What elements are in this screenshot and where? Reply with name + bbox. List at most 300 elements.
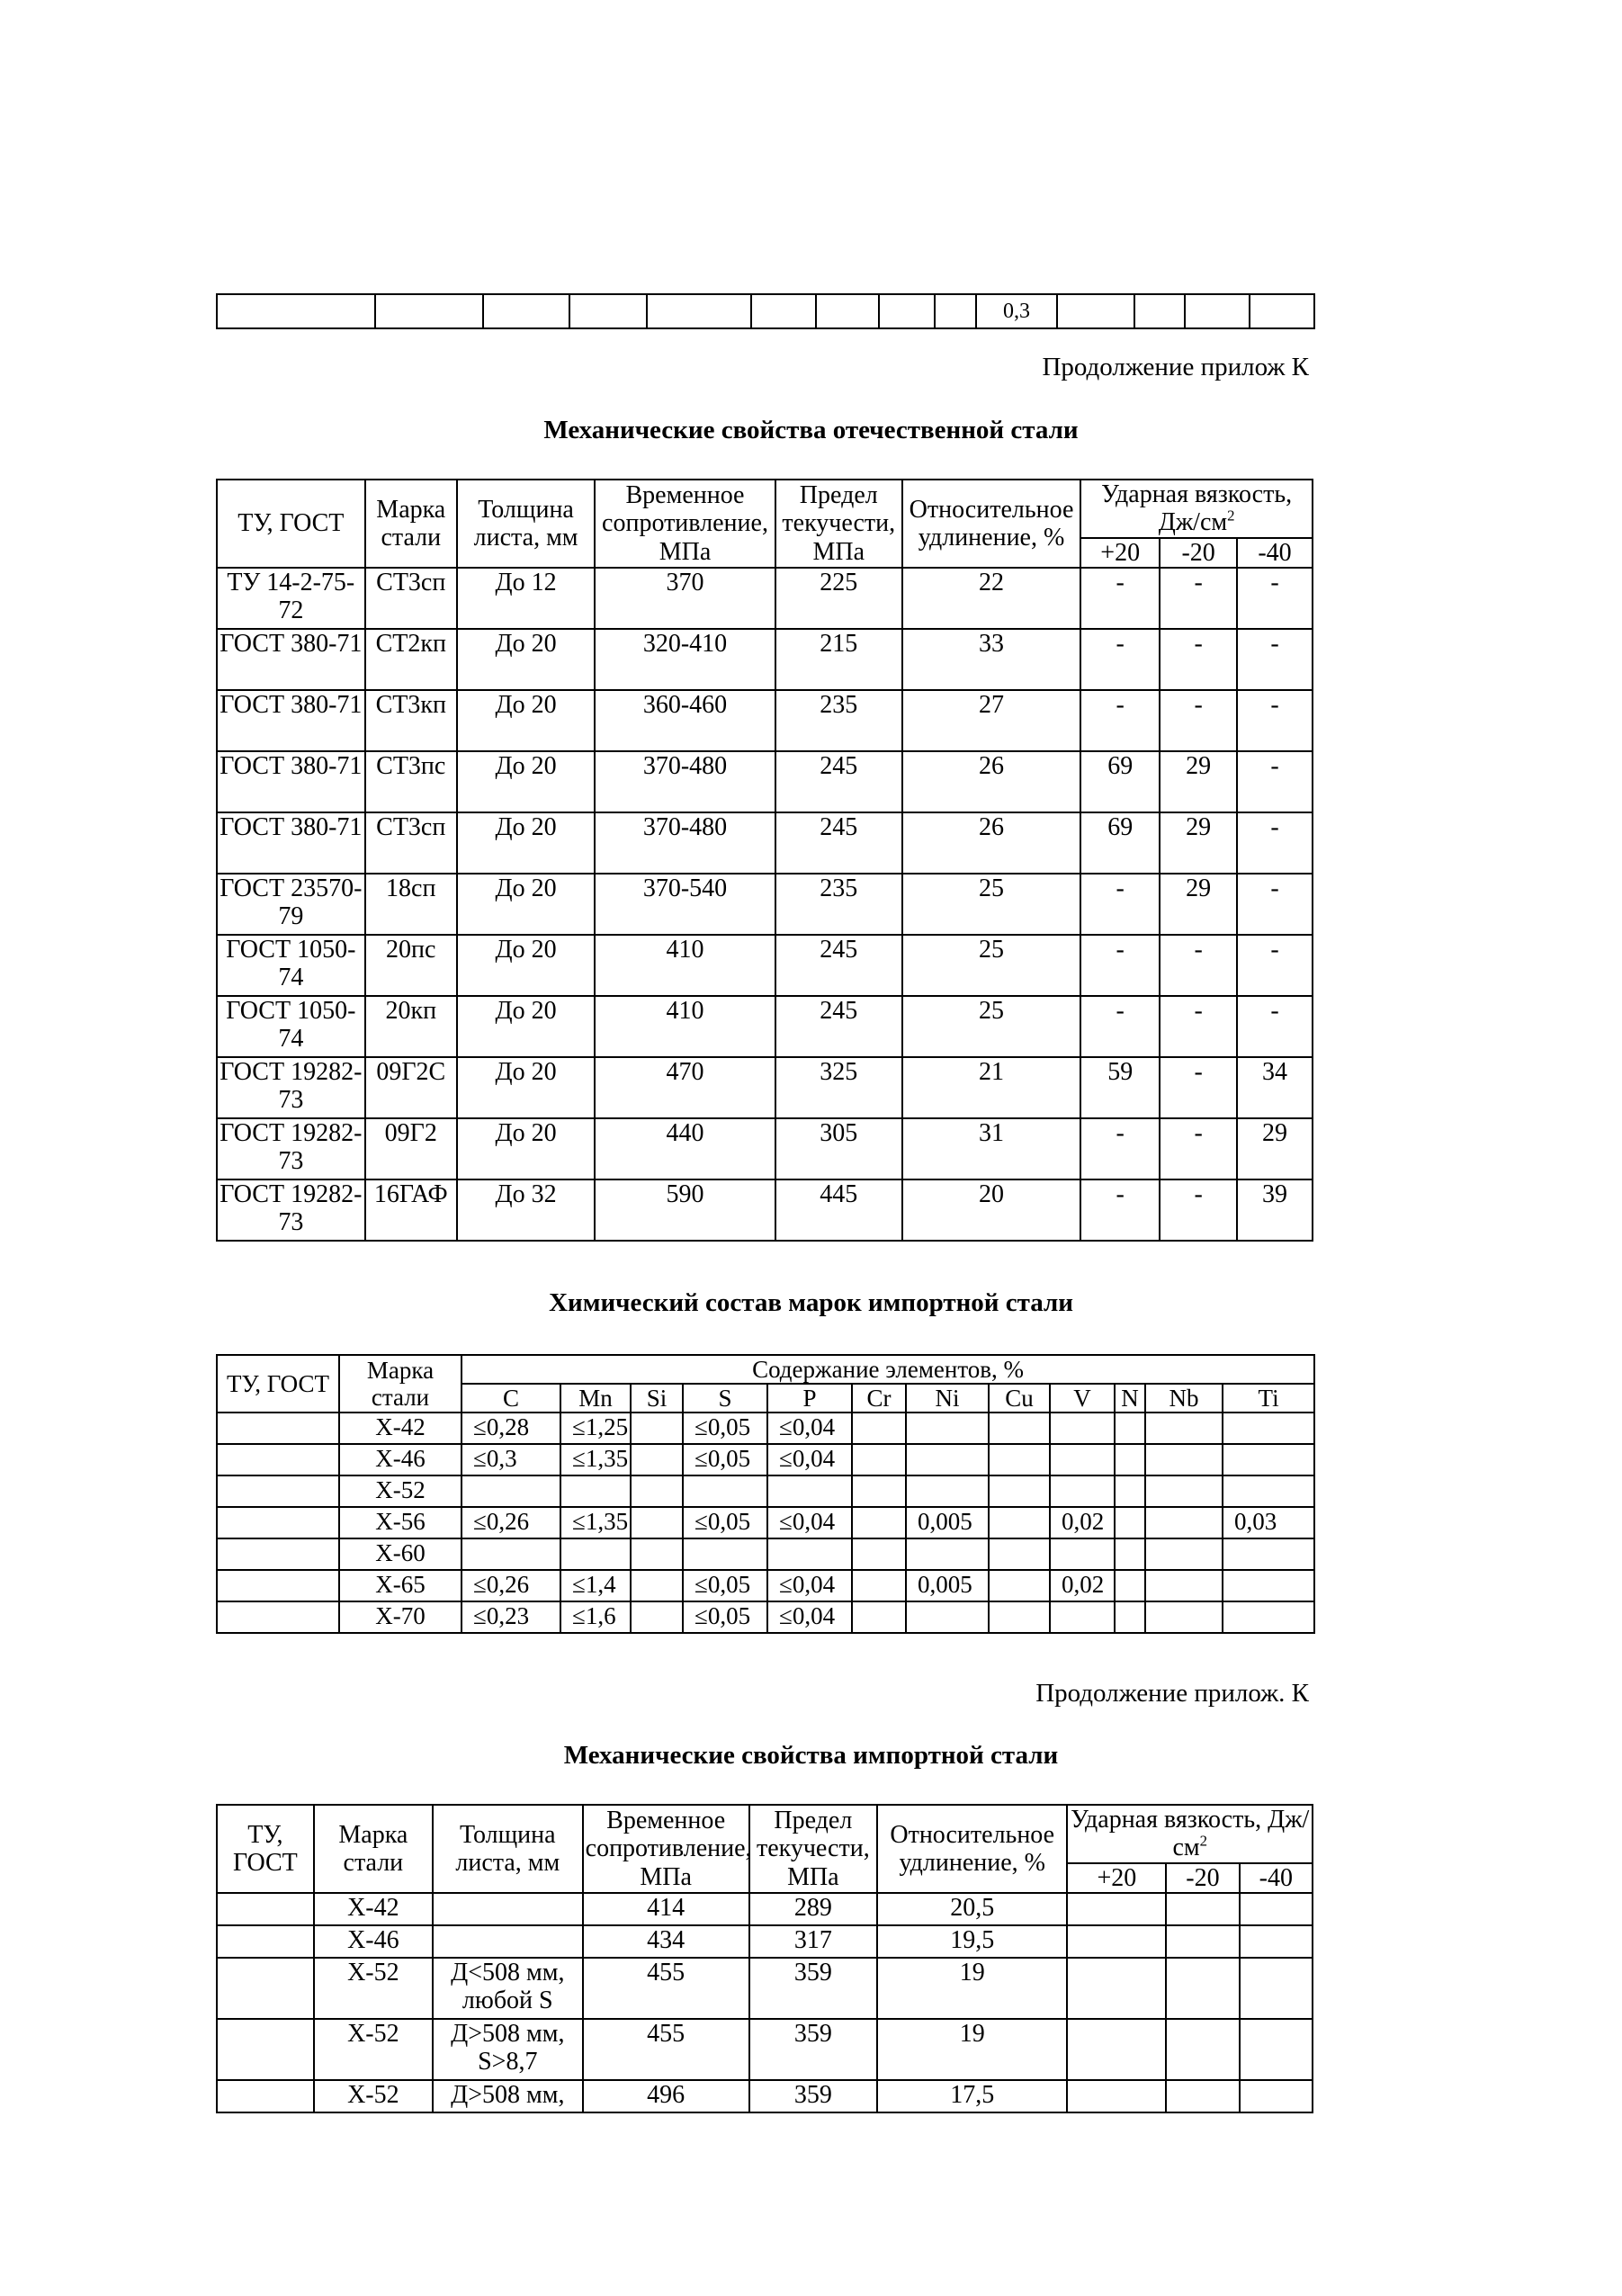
table-row [217, 874, 1313, 935]
table-cell: СТ3сп [365, 812, 457, 874]
table-cell: До 20 [457, 690, 595, 751]
col-grade: Марка стали [365, 480, 457, 568]
table-cell: - [1080, 935, 1160, 996]
table-cell: ГОСТ 19282-73 [217, 1057, 365, 1118]
col-impact: Ударная вязкость, $Дж/см^2$ [1080, 480, 1313, 538]
table-cell: ≤0,04 [767, 1413, 852, 1444]
table-cell: 320-410 [595, 629, 775, 690]
col-thickness: Толщина листа, мм [457, 480, 595, 568]
domestic-mech-table [216, 479, 1313, 1242]
table-cell [462, 1538, 560, 1570]
header-row [217, 1805, 1313, 1863]
table-cell [1115, 1413, 1145, 1444]
table-cell [217, 2080, 314, 2112]
table-cell: 09Г2С [365, 1057, 457, 1118]
table-cell [1115, 1570, 1145, 1601]
table-cell: ≤0,3 [462, 1444, 560, 1475]
table-cell [1145, 1538, 1223, 1570]
table-cell: - [1080, 568, 1160, 629]
table-cell: - [1237, 812, 1313, 874]
table-cell: 370-480 [595, 751, 775, 812]
table-row [217, 1413, 1314, 1444]
table-row [217, 294, 1314, 328]
table-cell [1145, 1570, 1223, 1601]
table-cell [1067, 1958, 1166, 2019]
table-cell: - [1237, 874, 1313, 935]
table-cell: Х-52 [314, 2019, 433, 2080]
table-cell [631, 1601, 683, 1633]
table-cell [1223, 1538, 1314, 1570]
table-cell [1240, 2080, 1313, 2112]
col-impact: Ударная вязкость, $Дж/см^2$ [1067, 1805, 1313, 1863]
table-cell [631, 1507, 683, 1538]
table-cell [852, 1601, 906, 1633]
table-cell [1067, 1893, 1166, 1925]
table-row [217, 1570, 1314, 1601]
table-cell: - [1080, 1179, 1160, 1241]
table-cell [1050, 1475, 1115, 1507]
table-cell: 20,5 [877, 1893, 1067, 1925]
table-cell [217, 1413, 339, 1444]
table-cell: 19,5 [877, 1925, 1067, 1958]
table-cell [683, 1475, 767, 1507]
table-row [217, 1118, 1313, 1179]
table-cell: 34 [1237, 1057, 1313, 1118]
table-cell: 19 [877, 1958, 1067, 2019]
table-cell [906, 1413, 989, 1444]
table-cell: 245 [775, 935, 902, 996]
col-element: Cu [989, 1384, 1050, 1413]
table-cell: Д<508 мм, любой S [433, 1958, 583, 2019]
col-element: C [462, 1384, 560, 1413]
col-elongation: Относительное удлинение, % [877, 1805, 1067, 1893]
table-cell: 69 [1080, 812, 1160, 874]
table-cell: Д>508 мм, [433, 2080, 583, 2112]
table-cell [1145, 1507, 1223, 1538]
table-cell: 414 [583, 1893, 749, 1925]
table-cell [217, 1958, 314, 2019]
table-cell [683, 1538, 767, 1570]
col-temp-minus20: -20 [1160, 538, 1237, 568]
table-cell: Х-46 [314, 1925, 433, 1958]
col-temp-plus20: +20 [1067, 1863, 1166, 1893]
table-cell: 22 [902, 568, 1080, 629]
table-cell: ≤0,05 [683, 1601, 767, 1633]
table-cell [217, 1444, 339, 1475]
col-element: S [683, 1384, 767, 1413]
table-cell [1223, 1444, 1314, 1475]
table-cell [217, 2019, 314, 2080]
continuation-label: Продолжение прилож. К [1035, 1679, 1309, 1708]
table-cell: ТУ 14-2-75-72 [217, 568, 365, 629]
table-cell [1166, 2080, 1239, 2112]
table-cell: 215 [775, 629, 902, 690]
table-cell [1067, 1925, 1166, 1958]
table-cell [1050, 1413, 1115, 1444]
table-row [217, 2019, 1313, 2080]
table-cell: До 20 [457, 935, 595, 996]
table-cell: - [1237, 996, 1313, 1057]
table-cell: - [1080, 629, 1160, 690]
table-cell [1166, 2019, 1239, 2080]
table-cell [217, 1538, 339, 1570]
table-cell [1223, 1475, 1314, 1507]
table-cell [433, 1925, 583, 1958]
table-cell [1166, 1893, 1239, 1925]
table-row [217, 1601, 1314, 1633]
table-cell: 440 [595, 1118, 775, 1179]
table-cell [1115, 1538, 1145, 1570]
table-cell [631, 1475, 683, 1507]
table-cell [906, 1475, 989, 1507]
table-cell [217, 1893, 314, 1925]
col-element: V [1050, 1384, 1115, 1413]
table-cell: 370-540 [595, 874, 775, 935]
table-cell: 39 [1237, 1179, 1313, 1241]
table-cell: - [1160, 690, 1237, 751]
import-chem-table [216, 1354, 1315, 1634]
table-cell: - [1237, 751, 1313, 812]
table-cell: До 12 [457, 568, 595, 629]
table-cell: ≤1,25 [560, 1413, 631, 1444]
table-cell: - [1237, 935, 1313, 996]
table-cell: 27 [902, 690, 1080, 751]
table-cell [852, 1507, 906, 1538]
table-cell: 0,02 [1050, 1507, 1115, 1538]
table-cell: 359 [749, 1958, 877, 2019]
table-cell [1240, 1893, 1313, 1925]
table-cell [560, 1475, 631, 1507]
table-cell [852, 1413, 906, 1444]
import-chem-title: Химический состав марок импортной стали [549, 1288, 1073, 1317]
import-chem-body [217, 1413, 1314, 1633]
table-cell: 19 [877, 2019, 1067, 2080]
col-element: Si [631, 1384, 683, 1413]
table-cell: До 20 [457, 996, 595, 1057]
col-content: Содержание элементов, % [462, 1355, 1314, 1384]
table-cell: ≤0,26 [462, 1570, 560, 1601]
col-element: Ni [906, 1384, 989, 1413]
table-cell [989, 1538, 1050, 1570]
table-cell [631, 1538, 683, 1570]
table-cell: ГОСТ 380-71 [217, 751, 365, 812]
table-cell [1050, 1601, 1115, 1633]
table-cell [1166, 1925, 1239, 1958]
table-row [217, 1179, 1313, 1241]
col-element: P [767, 1384, 852, 1413]
table-cell: - [1160, 1118, 1237, 1179]
table-cell: 25 [902, 996, 1080, 1057]
table-cell: 31 [902, 1118, 1080, 1179]
table-cell: 410 [595, 996, 775, 1057]
table-cell: До 20 [457, 1118, 595, 1179]
table-cell: 29 [1237, 1118, 1313, 1179]
table-cell: 09Г2 [365, 1118, 457, 1179]
table-cell [1240, 2019, 1313, 2080]
table-cell: 235 [775, 874, 902, 935]
table-cell: 590 [595, 1179, 775, 1241]
table-row [217, 1057, 1313, 1118]
table-cell: ≤1,35 [560, 1507, 631, 1538]
table-cell: - [1160, 996, 1237, 1057]
table-cell: 305 [775, 1118, 902, 1179]
table-cell: Х-46 [339, 1444, 462, 1475]
table-cell: ГОСТ 380-71 [217, 812, 365, 874]
table-row [217, 812, 1313, 874]
col-grade: Марка стали [314, 1805, 433, 1893]
table-cell [767, 1538, 852, 1570]
table-cell: 370-480 [595, 812, 775, 874]
table-cell [906, 1538, 989, 1570]
import-mech-table [216, 1804, 1313, 2113]
col-elongation: Относительное удлинение, % [902, 480, 1080, 568]
col-temp-minus40: -40 [1240, 1863, 1313, 1893]
table-cell [1166, 1958, 1239, 2019]
table-cell: ГОСТ 1050-74 [217, 935, 365, 996]
table-cell: 317 [749, 1925, 877, 1958]
col-temp-plus20: +20 [1080, 538, 1160, 568]
table-cell: СТ3сп [365, 568, 457, 629]
table-cell: 25 [902, 874, 1080, 935]
table-cell: 455 [583, 2019, 749, 2080]
table-cell: 29 [1160, 812, 1237, 874]
table-cell: ≤0,04 [767, 1570, 852, 1601]
table-cell [217, 1570, 339, 1601]
table-cell: ≤0,05 [683, 1444, 767, 1475]
table-cell [1223, 1413, 1314, 1444]
table-cell: 18сп [365, 874, 457, 935]
table-row [217, 1507, 1314, 1538]
table-row [217, 568, 1313, 629]
fragment-value: 0,3 [976, 294, 1057, 328]
col-grade: Марка стали [339, 1355, 462, 1413]
table-cell: ≤0,05 [683, 1413, 767, 1444]
table-cell [217, 1475, 339, 1507]
table-cell: 359 [749, 2080, 877, 2112]
table-cell: ГОСТ 19282-73 [217, 1179, 365, 1241]
table-cell: 20 [902, 1179, 1080, 1241]
table-cell: 26 [902, 751, 1080, 812]
table-cell: 470 [595, 1057, 775, 1118]
table-row [217, 2080, 1313, 2112]
col-yield: Предел текучести, МПа [749, 1805, 877, 1893]
table-cell: 26 [902, 812, 1080, 874]
table-cell [989, 1413, 1050, 1444]
table-cell: 245 [775, 751, 902, 812]
table-cell [1067, 2019, 1166, 2080]
table-row [217, 1538, 1314, 1570]
table-cell [1223, 1601, 1314, 1633]
table-cell: ≤1,6 [560, 1601, 631, 1633]
table-cell: 0,005 [906, 1507, 989, 1538]
table-row [217, 629, 1313, 690]
table-cell: - [1080, 874, 1160, 935]
table-cell [217, 1925, 314, 1958]
table-cell: 455 [583, 1958, 749, 2019]
table-cell: 17,5 [877, 2080, 1067, 2112]
table-cell: 359 [749, 2019, 877, 2080]
table-cell: 434 [583, 1925, 749, 1958]
header-row [217, 1355, 1314, 1384]
table-row [217, 690, 1313, 751]
table-cell: ГОСТ 1050-74 [217, 996, 365, 1057]
table-cell: Х-70 [339, 1601, 462, 1633]
col-thickness: Толщина листа, мм [433, 1805, 583, 1893]
table-cell [631, 1570, 683, 1601]
table-cell [852, 1538, 906, 1570]
table-cell: 16ГАФ [365, 1179, 457, 1241]
table-cell: Х-52 [314, 2080, 433, 2112]
col-tu-gost: ТУ, ГОСТ [217, 1355, 339, 1413]
table-cell: 410 [595, 935, 775, 996]
table-cell: - [1160, 1179, 1237, 1241]
domestic-mech-body [217, 568, 1313, 1241]
table-cell [852, 1475, 906, 1507]
table-row [217, 1958, 1313, 2019]
table-cell: 69 [1080, 751, 1160, 812]
table-cell [989, 1570, 1050, 1601]
table-cell [217, 1507, 339, 1538]
table-row [217, 1444, 1314, 1475]
col-element: Ti [1223, 1384, 1314, 1413]
table-cell [989, 1507, 1050, 1538]
table-cell: 325 [775, 1057, 902, 1118]
table-cell: СТ2кп [365, 629, 457, 690]
table-cell: - [1080, 690, 1160, 751]
table-cell [631, 1444, 683, 1475]
table-cell: 29 [1160, 874, 1237, 935]
table-cell [1223, 1570, 1314, 1601]
table-cell [989, 1475, 1050, 1507]
table-cell: 21 [902, 1057, 1080, 1118]
table-cell: ≤0,04 [767, 1507, 852, 1538]
table-cell: До 20 [457, 1057, 595, 1118]
col-tu-gost: ТУ, ГОСТ [217, 1805, 314, 1893]
table-cell: До 20 [457, 812, 595, 874]
continuation-label: Продолжение прилож К [1042, 353, 1309, 381]
table-cell [217, 1601, 339, 1633]
table-cell: До 20 [457, 751, 595, 812]
table-cell: 29 [1160, 751, 1237, 812]
table-cell: Х-52 [314, 1958, 433, 2019]
table-cell [852, 1444, 906, 1475]
table-cell: 245 [775, 996, 902, 1057]
table-cell [1115, 1507, 1145, 1538]
table-cell: ГОСТ 380-71 [217, 690, 365, 751]
table-cell: 20пс [365, 935, 457, 996]
col-tensile: Временное сопротивление, МПа [595, 480, 775, 568]
table-cell [560, 1538, 631, 1570]
table-row [217, 1925, 1313, 1958]
table-cell: ≤0,23 [462, 1601, 560, 1633]
col-element: N [1115, 1384, 1145, 1413]
col-element: Cr [852, 1384, 906, 1413]
table-cell [1115, 1444, 1145, 1475]
table-cell: 245 [775, 812, 902, 874]
table-cell [1050, 1538, 1115, 1570]
table-cell [1240, 1958, 1313, 2019]
table-cell: - [1237, 629, 1313, 690]
table-cell [767, 1475, 852, 1507]
table-cell: До 20 [457, 874, 595, 935]
import-mech-body [217, 1893, 1313, 2112]
table-cell [462, 1475, 560, 1507]
table-cell [1145, 1601, 1223, 1633]
col-element: Mn [560, 1384, 631, 1413]
previous-table-fragment [216, 293, 1315, 329]
table-cell: 360-460 [595, 690, 775, 751]
table-row [217, 996, 1313, 1057]
table-cell [989, 1444, 1050, 1475]
table-cell: Х-60 [339, 1538, 462, 1570]
col-yield: Предел текучести, МПа [775, 480, 902, 568]
table-cell: 25 [902, 935, 1080, 996]
table-cell: ≤1,4 [560, 1570, 631, 1601]
table-cell: 225 [775, 568, 902, 629]
table-cell: ГОСТ 23570-79 [217, 874, 365, 935]
table-cell: ≤0,04 [767, 1444, 852, 1475]
table-cell [433, 1893, 583, 1925]
table-cell: 0,005 [906, 1570, 989, 1601]
table-cell: 0,03 [1223, 1507, 1314, 1538]
table-cell: 370 [595, 568, 775, 629]
table-cell [906, 1444, 989, 1475]
table-cell: ГОСТ 380-71 [217, 629, 365, 690]
table-cell [852, 1570, 906, 1601]
table-cell [1145, 1475, 1223, 1507]
table-row [217, 751, 1313, 812]
table-cell [989, 1601, 1050, 1633]
table-cell: - [1160, 629, 1237, 690]
table-cell: ≤0,05 [683, 1570, 767, 1601]
table-cell: 235 [775, 690, 902, 751]
table-cell: Х-42 [339, 1413, 462, 1444]
table-cell: СТ3пс [365, 751, 457, 812]
table-cell [631, 1413, 683, 1444]
table-cell: ≤0,05 [683, 1507, 767, 1538]
table-cell: 0,02 [1050, 1570, 1115, 1601]
table-cell: Д>508 мм, S>8,7 [433, 2019, 583, 2080]
table-cell [1050, 1444, 1115, 1475]
table-cell: ≤0,26 [462, 1507, 560, 1538]
table-cell: 496 [583, 2080, 749, 2112]
table-cell: ≤1,35 [560, 1444, 631, 1475]
table-cell [1240, 1925, 1313, 1958]
table-row [217, 1475, 1314, 1507]
table-cell [1115, 1475, 1145, 1507]
table-cell: 33 [902, 629, 1080, 690]
table-row [217, 935, 1313, 996]
col-tu-gost: ТУ, ГОСТ [217, 480, 365, 568]
table-cell: До 20 [457, 629, 595, 690]
col-tensile: Временное сопротивление, МПа [583, 1805, 749, 1893]
table-cell: - [1160, 568, 1237, 629]
table-row [217, 1893, 1313, 1925]
table-cell: - [1080, 996, 1160, 1057]
table-cell: 20кп [365, 996, 457, 1057]
table-cell: Х-52 [339, 1475, 462, 1507]
table-cell [1145, 1444, 1223, 1475]
table-cell: 445 [775, 1179, 902, 1241]
header-row [217, 480, 1313, 538]
col-temp-minus20: -20 [1166, 1863, 1239, 1893]
table-cell: ГОСТ 19282-73 [217, 1118, 365, 1179]
table-cell: Х-42 [314, 1893, 433, 1925]
col-element: Nb [1145, 1384, 1223, 1413]
table-cell: ≤0,28 [462, 1413, 560, 1444]
table-cell [1115, 1601, 1145, 1633]
table-cell: - [1237, 690, 1313, 751]
